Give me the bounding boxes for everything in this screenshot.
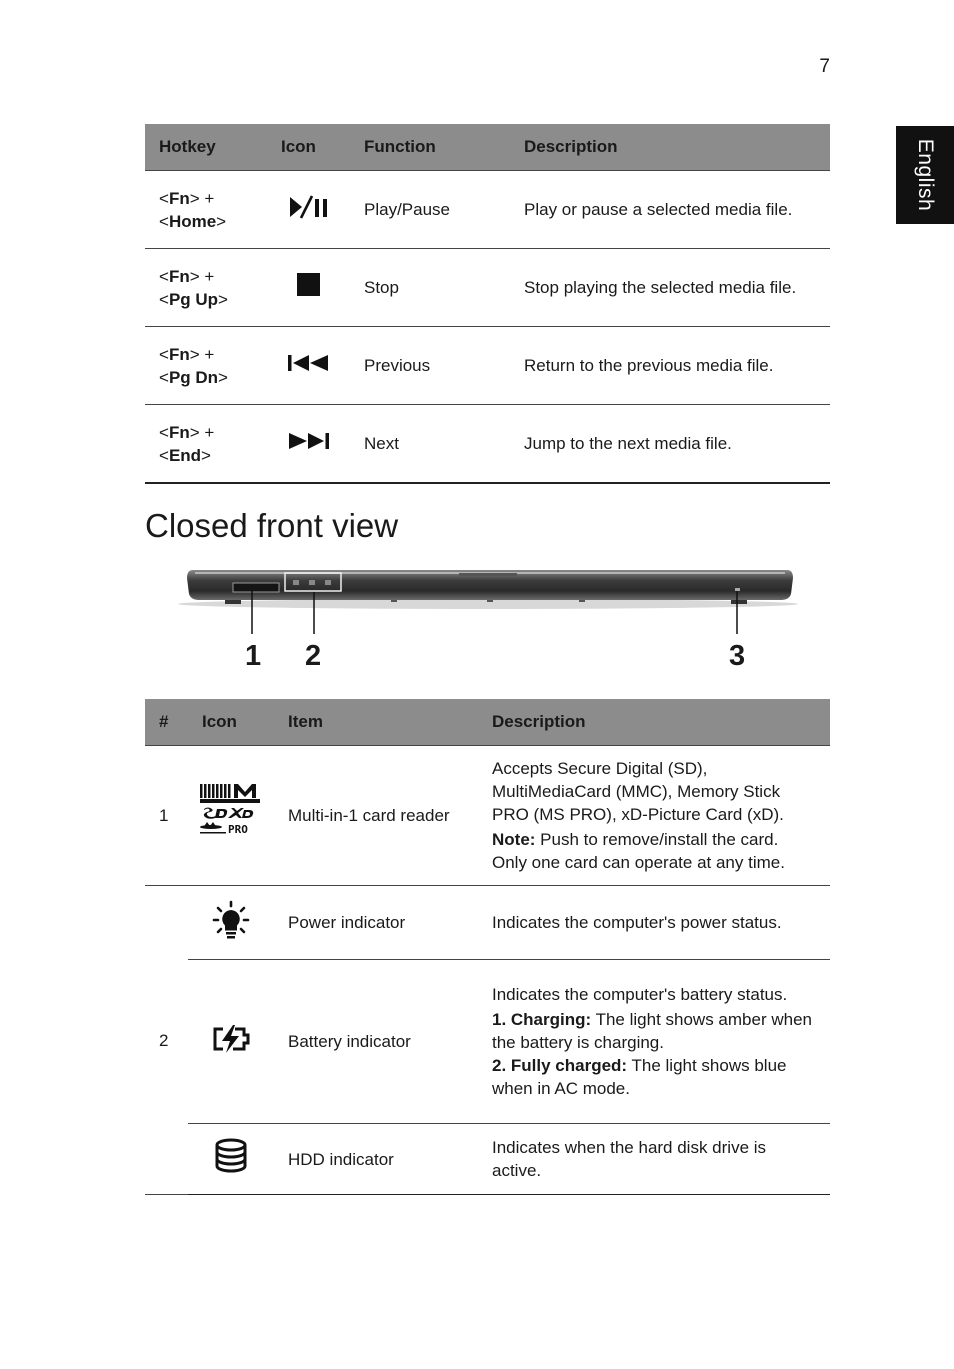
section-title: Closed front view	[145, 507, 399, 544]
column-header: Icon	[267, 124, 350, 171]
charging-paragraph	[492, 1008, 816, 1054]
function-cell: Next	[350, 405, 510, 484]
hotkey-key: Pg Dn	[168, 367, 219, 387]
items-table	[145, 699, 830, 1195]
column-header: Description	[478, 699, 830, 746]
item-name: HDD indicator	[274, 1124, 478, 1195]
note-paragraph	[492, 828, 816, 874]
item-description: Indicates the computer's power status.	[478, 886, 830, 960]
table-row	[145, 886, 830, 960]
item-name: Battery indicator	[274, 960, 478, 1124]
battery-indicator-icon	[188, 960, 274, 1124]
hotkey-fn: Fn	[168, 188, 190, 208]
column-header: Hotkey	[145, 124, 267, 171]
table-row	[145, 405, 830, 484]
table-header-row	[145, 124, 830, 171]
hotkey-key: End	[168, 445, 202, 465]
description-cell: Play or pause a selected media file.	[510, 171, 830, 249]
description-text: Indicates the computer's battery status.	[492, 985, 788, 1004]
table-header-row	[145, 699, 830, 746]
card-reader-icon	[188, 746, 274, 886]
table-row	[145, 746, 830, 886]
fully-charged-text: The light shows blue when in AC mode.	[492, 1056, 787, 1098]
item-description: Indicates when the hard disk drive is active.	[478, 1124, 830, 1195]
item-name: Multi-in-1 card reader	[274, 746, 478, 886]
hotkey-fn: Fn	[168, 422, 190, 442]
table-row	[145, 1124, 830, 1195]
language-tab	[896, 126, 954, 224]
function-cell: Stop	[350, 249, 510, 327]
table-row	[145, 249, 830, 327]
power-indicator-icon	[188, 886, 274, 960]
function-cell: Previous	[350, 327, 510, 405]
page-number: 7	[819, 56, 830, 77]
fully-charged-label: 2. Fully charged:	[492, 1056, 628, 1075]
language-tab-label: English	[914, 138, 937, 212]
next-icon	[267, 405, 350, 484]
laptop-front-view-figure	[175, 560, 805, 645]
previous-icon	[267, 327, 350, 405]
hotkey-cell: <Fn> + <Pg Dn>	[145, 327, 267, 405]
description-cell: Jump to the next media file.	[510, 405, 830, 484]
table-row	[145, 327, 830, 405]
callout-2: 2	[305, 640, 322, 672]
table-row	[145, 960, 830, 1124]
description-cell: Return to the previous media file.	[510, 327, 830, 405]
note-text: Push to remove/install the card. Only one card can operate at any time.	[492, 830, 785, 872]
hotkey-fn: Fn	[168, 266, 190, 286]
note-label: Note:	[492, 830, 536, 849]
description-cell: Stop playing the selected media file.	[510, 249, 830, 327]
column-header: #	[145, 699, 188, 746]
hotkey-key: Pg Up	[168, 289, 219, 309]
item-description	[478, 960, 830, 1124]
column-header: Icon	[188, 699, 274, 746]
charging-label: 1. Charging:	[492, 1010, 592, 1029]
fully-charged-paragraph	[492, 1054, 816, 1100]
column-header: Description	[510, 124, 830, 171]
table-row	[145, 171, 830, 249]
function-cell: Play/Pause	[350, 171, 510, 249]
item-name: Power indicator	[274, 886, 478, 960]
hotkey-key: Home	[168, 211, 217, 231]
hotkey-cell: <Fn> + <End>	[145, 405, 267, 484]
hdd-indicator-icon	[188, 1124, 274, 1195]
description-text: Accepts Secure Digital (SD), MultiMediaCard (MMC), Memory Stick PRO (MS PRO), xD-Picture Card (xD).	[492, 759, 784, 824]
callout-3: 3	[729, 640, 746, 672]
item-description	[478, 746, 830, 886]
item-number: 1	[145, 746, 188, 886]
hotkey-cell: <Fn> + <Home>	[145, 171, 267, 249]
hotkey-fn: Fn	[168, 344, 190, 364]
column-header: Item	[274, 699, 478, 746]
callout-1: 1	[245, 640, 262, 672]
svg-text:PRO: PRO	[228, 822, 248, 836]
stop-icon	[267, 249, 350, 327]
item-number: 2	[145, 886, 188, 1195]
charging-text: The light shows amber when the battery is charging.	[492, 1010, 812, 1052]
hotkey-table	[145, 124, 830, 484]
column-header: Function	[350, 124, 510, 171]
play-pause-icon	[267, 171, 350, 249]
hotkey-cell: <Fn> + <Pg Up>	[145, 249, 267, 327]
